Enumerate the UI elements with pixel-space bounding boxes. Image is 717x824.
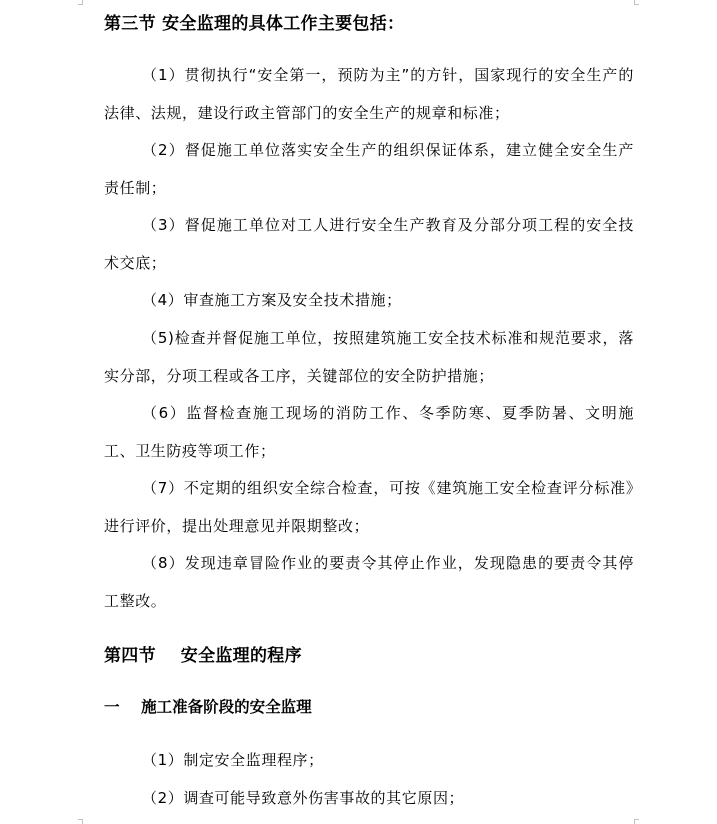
- section-3-item-8: （8）发现违章冒险作业的要责令其停止作业，发现隐患的要责令其停工整改。: [104, 554, 634, 610]
- crop-mark-top-right-h: [634, 4, 639, 5]
- subsection-1-heading: 一 施工准备阶段的安全监理: [104, 698, 312, 716]
- section-3-item-6: （6）监督检查施工现场的消防工作、冬季防寒、夏季防暑、文明施工、卫生防疫等项工作；: [104, 404, 634, 460]
- crop-mark-bottom-right-h: [634, 819, 639, 820]
- section-3-item-4: （4）审查施工方案及安全技术措施；: [142, 291, 402, 309]
- section-4-heading: 第四节 安全监理的程序: [104, 646, 302, 666]
- section-3-item-5: （5)检查并督促施工单位，按照建筑施工安全技术标准和规范要求，落实分部，分项工程或各工序，关键部位的安全防护措施；: [104, 329, 634, 385]
- section-3-item-3: （3）督促施工单位对工人进行安全生产教育及分部分项工程的安全技术交底；: [104, 216, 634, 272]
- subsection-1-item-1: （1）制定安全监理程序；: [142, 751, 324, 769]
- subsection-1-item-2: （2）调查可能导致意外伤害事故的其它原因；: [142, 789, 465, 807]
- crop-mark-bottom-left-h: [78, 819, 83, 820]
- section-3-heading: 第三节 安全监理的具体工作主要包括：: [104, 14, 405, 34]
- crop-mark-top-left-h: [78, 4, 83, 5]
- section-3-item-2: （2）督促施工单位落实安全生产的组织保证体系，建立健全安全生产责任制；: [104, 141, 634, 197]
- section-3-item-1: （1）贯彻执行“安全第一，预防为主”的方针，国家现行的安全生产的法律、法规，建设行政主管部门的安全生产的规章和标准；: [104, 66, 634, 122]
- section-3-item-7: （7）不定期的组织安全综合检查，可按《建筑施工安全检查评分标准》进行评价，提出处理意见并限期整改；: [104, 479, 634, 535]
